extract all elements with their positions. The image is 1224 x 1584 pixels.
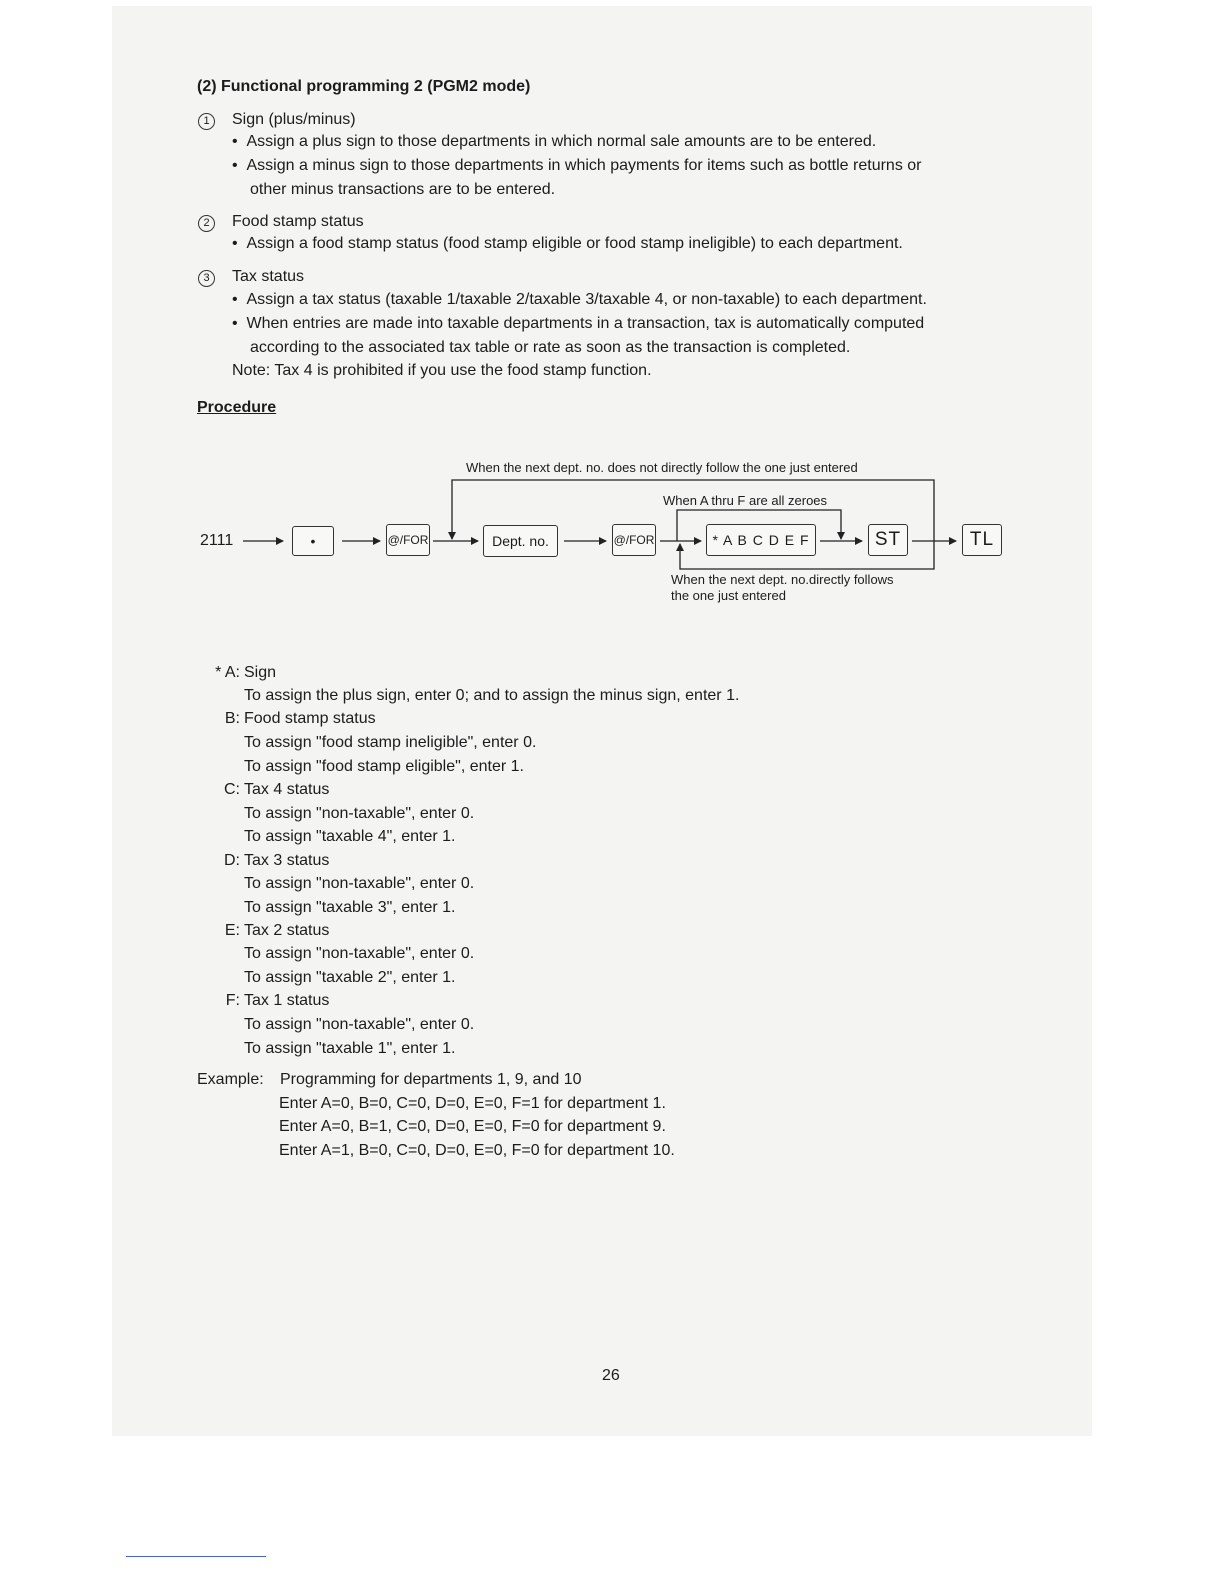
code-b-title: Food stamp status xyxy=(244,710,376,727)
code-a-title: Sign xyxy=(244,664,277,681)
item-1-title: Sign (plus/minus) xyxy=(232,111,356,128)
code-e-letter: E: xyxy=(224,922,240,939)
code-c-title: Tax 4 status xyxy=(244,781,330,798)
example-line-2: Enter A=0, B=1, C=0, D=0, E=0, F=0 for department 9. xyxy=(279,1118,666,1135)
item-2-bullet-1: • Assign a food stamp status (food stamp eligible or food stamp ineligible) to each department. xyxy=(232,235,903,252)
item-1-bullet-2: • Assign a minus sign to those departments in which payments for items such as bottle returns or xyxy=(232,157,922,174)
example-label: Example: xyxy=(197,1071,264,1088)
code-a-line-1: To assign the plus sign, enter 0; and to assign the minus sign, enter 1. xyxy=(244,687,740,704)
code-d-line-2: To assign "taxable 3", enter 1. xyxy=(244,899,456,916)
at-for-key[interactable]: @/FOR xyxy=(386,524,430,556)
footer-divider xyxy=(126,1556,266,1557)
code-f-line-1: To assign "non-taxable", enter 0. xyxy=(244,1016,475,1033)
label-directly-follows-1: When the next dept. no.directly follows xyxy=(671,572,894,587)
label-directly-follows-2: the one just entered xyxy=(671,588,786,603)
code-d-line-1: To assign "non-taxable", enter 0. xyxy=(244,875,475,892)
code-b-letter: B: xyxy=(224,710,240,727)
item-3-title: Tax status xyxy=(232,268,305,285)
item-2-title: Food stamp status xyxy=(232,213,364,230)
item-1-number: 1 xyxy=(198,111,215,130)
item-3-number: 3 xyxy=(198,268,215,287)
procedure-heading: Procedure xyxy=(197,399,277,416)
code-f-line-2: To assign "taxable 1", enter 1. xyxy=(244,1040,456,1057)
item-2-number: 2 xyxy=(198,213,215,232)
item-3-bullet-1: • Assign a tax status (taxable 1/taxable 2/taxable 3/taxable 4, or non-taxable) to each department. xyxy=(232,291,927,308)
code-a-letter: * A: xyxy=(215,664,240,681)
example-line-3: Enter A=1, B=0, C=0, D=0, E=0, F=0 for department 10. xyxy=(279,1142,675,1159)
label-not-follow: When the next dept. no. does not directly follow the one just entered xyxy=(466,460,858,475)
example-line-1: Enter A=0, B=0, C=0, D=0, E=0, F=1 for department 1. xyxy=(279,1095,666,1112)
code-f-letter: F: xyxy=(225,992,240,1009)
tl-key[interactable]: TL xyxy=(962,524,1002,556)
dept-no-key[interactable]: Dept. no. xyxy=(483,525,558,557)
start-code: 2111 xyxy=(200,532,234,549)
example-intro: Programming for departments 1, 9, and 10 xyxy=(280,1071,582,1088)
code-e-line-1: To assign "non-taxable", enter 0. xyxy=(244,945,475,962)
section-title: (2) Functional programming 2 (PGM2 mode) xyxy=(197,78,531,95)
code-e-line-2: To assign "taxable 2", enter 1. xyxy=(244,969,456,986)
item-3-bullet-2: • When entries are made into taxable departments in a transaction, tax is automatically computed xyxy=(232,315,925,332)
abcdef-entry-key[interactable]: * A B C D E F xyxy=(706,524,816,556)
code-d-title: Tax 3 status xyxy=(244,852,330,869)
code-d-letter: D: xyxy=(224,852,240,869)
label-all-zeroes: When A thru F are all zeroes xyxy=(663,493,828,508)
page-number: 26 xyxy=(602,1367,620,1384)
item-1-bullet-2-cont: other minus transactions are to be entered. xyxy=(250,181,556,198)
code-b-line-2: To assign "food stamp eligible", enter 1. xyxy=(244,758,524,775)
code-e-title: Tax 2 status xyxy=(244,922,330,939)
code-c-letter: C: xyxy=(224,781,240,798)
code-c-line-2: To assign "taxable 4", enter 1. xyxy=(244,828,456,845)
item-3-note: Note: Tax 4 is prohibited if you use the food stamp function. xyxy=(232,362,652,379)
code-c-line-1: To assign "non-taxable", enter 0. xyxy=(244,805,475,822)
code-f-title: Tax 1 status xyxy=(244,992,330,1009)
item-3-bullet-2-cont: according to the associated tax table or rate as soon as the transaction is completed. xyxy=(250,339,851,356)
at-for-key-2[interactable]: @/FOR xyxy=(612,524,656,556)
st-key[interactable]: ST xyxy=(868,524,908,556)
code-b-line-1: To assign "food stamp ineligible", enter 0. xyxy=(244,734,537,751)
dot-key[interactable]: • xyxy=(292,526,334,556)
item-1-bullet-1: • Assign a plus sign to those departments in which normal sale amounts are to be entered. xyxy=(232,133,877,150)
